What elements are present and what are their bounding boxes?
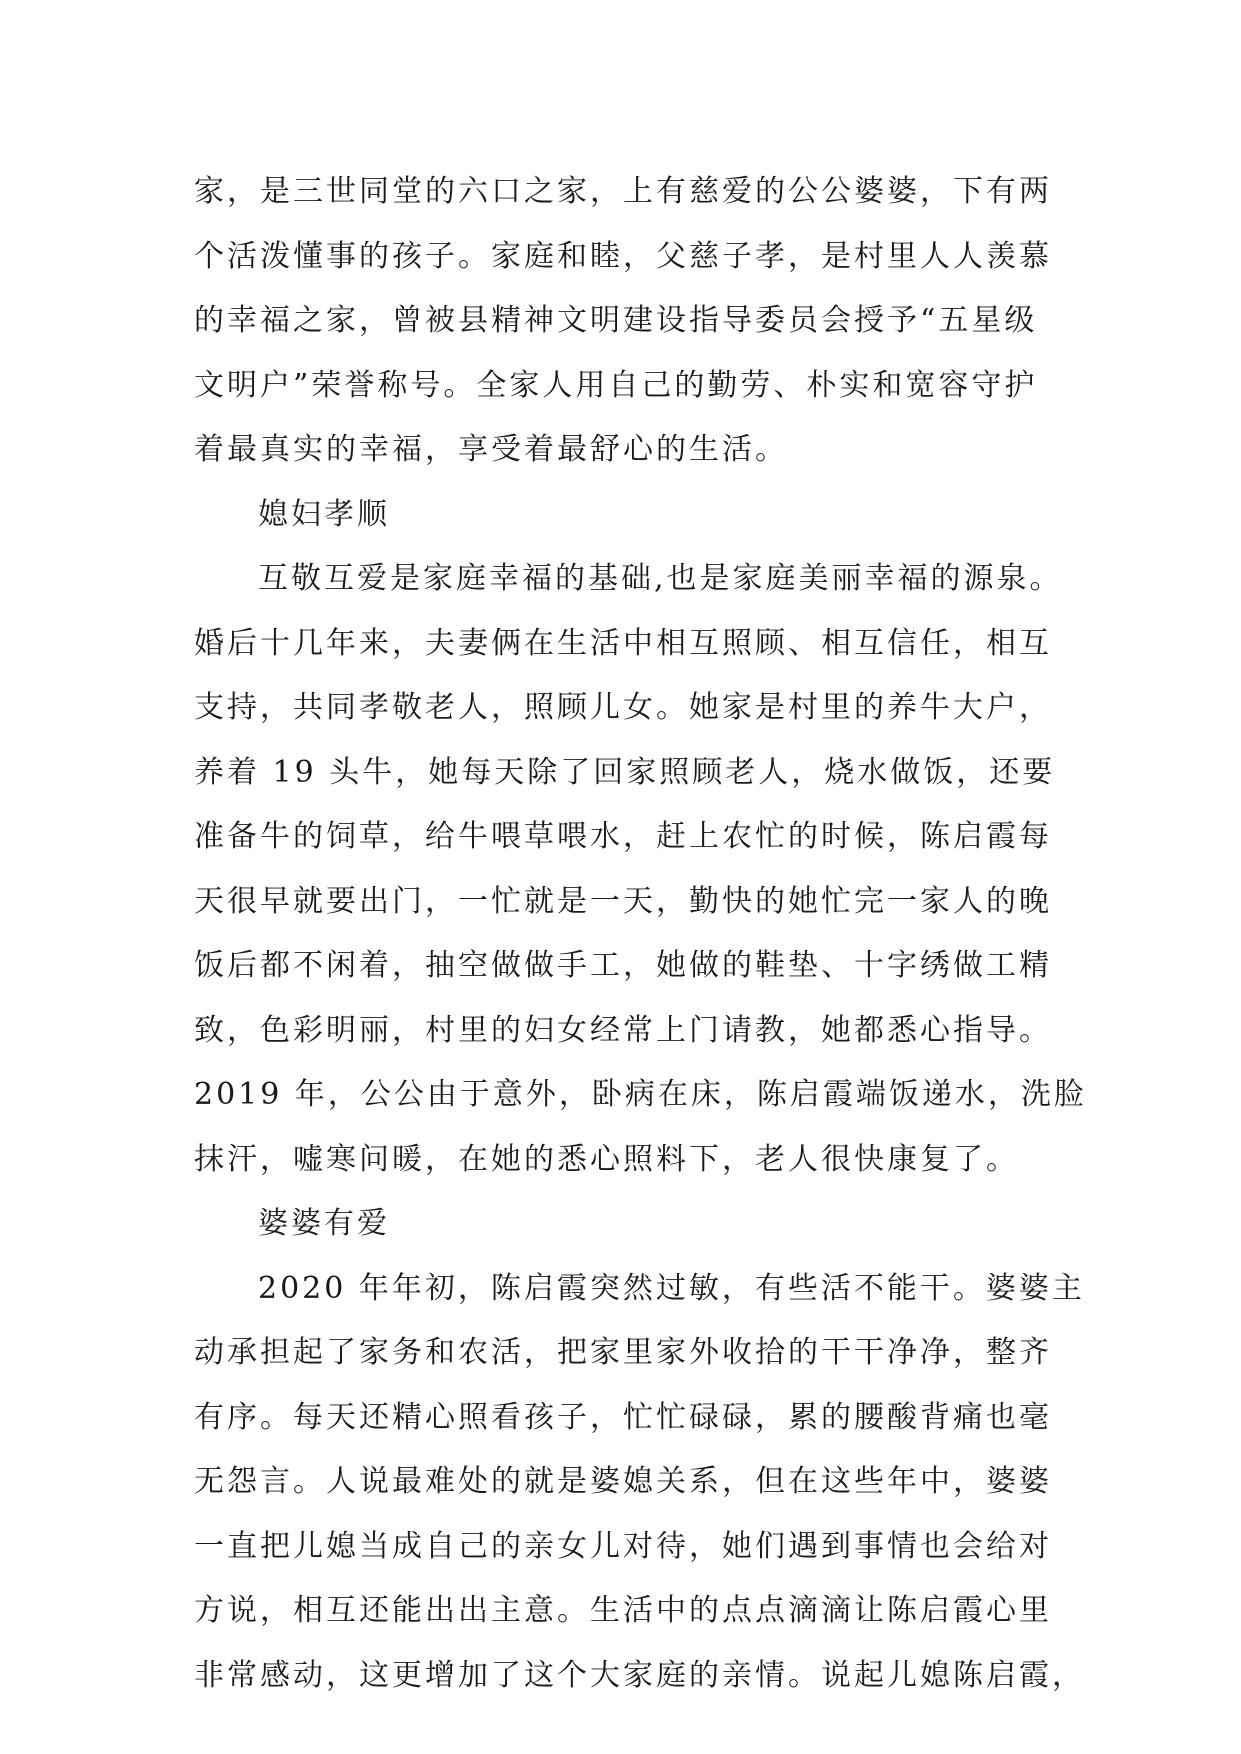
text-line: 准备牛的饲草，给牛喂草喂水，赶上农忙的时候，陈启霞每 [194,819,1052,854]
text-line: 抹汗，嘘寒问暖，在她的悉心照料下，老人很快康复了。 [194,1141,1019,1177]
text-line: 一直把儿媳当成自己的亲女儿对待，她们遇到事情也会给对 [194,1528,1052,1564]
text-line: 动承担起了家务和农活，把家里家外收拾的干干净净，整齐 [194,1335,1052,1370]
section-heading-daughter-in-law: 媳妇孝顺 [258,496,390,532]
text-line: 互敬互爱是家庭幸福的基础,也是家庭美丽幸福的源泉。 [258,561,1063,596]
text-line: 非常感动，这更增加了这个大家庭的亲情。说起儿媳陈启霞， [194,1657,1085,1693]
text-line: 无怨言。人说最难处的就是婆媳关系，但在这些年中，婆婆 [194,1464,1052,1499]
text-line: 婚后十几年来，夫妻俩在生活中相互照顾、相互信任，相互 [194,625,1052,661]
text-line: 家，是三世同堂的六口之家，上有慈爱的公公婆婆，下有两 [194,174,1052,209]
text-line: 的幸福之家，曾被县精神文明建设指导委员会授予“五星级 [194,303,1038,338]
text-line: 天很早就要出门，一忙就是一天，勤快的她忙完一家人的晚 [194,883,1052,919]
text-line: 文明户”荣誉称号。全家人用自己的勤劳、朴实和宽容守护 [194,367,1038,403]
text-line: 饭后都不闲着，抽空做做手工，她做的鞋垫、十字绣做工精 [194,948,1052,983]
text-line: 着最真实的幸福，享受着最舒心的生活。 [194,432,788,467]
document-body [194,160,1087,1708]
text-line: 养着 19 头牛，她每天除了回家照顾老人，烧水做饭，还要 [194,754,1056,790]
section-heading-mother-in-law: 婆婆有爱 [258,1206,390,1241]
text-line: 个活泼懂事的孩子。家庭和睦，父慈子孝，是村里人人羡慕 [194,238,1052,274]
text-line: 2020 年年初，陈启霞突然过敏，有些活不能干。婆婆主 [258,1270,1085,1306]
text-line: 致，色彩明丽，村里的妇女经常上门请教，她都悉心指导。 [194,1012,1052,1048]
text-line: 支持，共同孝敬老人，照顾儿女。她家是村里的养牛大户， [194,690,1052,725]
text-line: 方说，相互还能出出主意。生活中的点点滴滴让陈启霞心里 [194,1593,1052,1628]
text-line: 2019 年，公公由于意外，卧病在床，陈启霞端饭递水，洗脸 [194,1077,1087,1112]
text-line: 有序。每天还精心照看孩子，忙忙碌碌，累的腰酸背痛也毫 [194,1399,1052,1435]
